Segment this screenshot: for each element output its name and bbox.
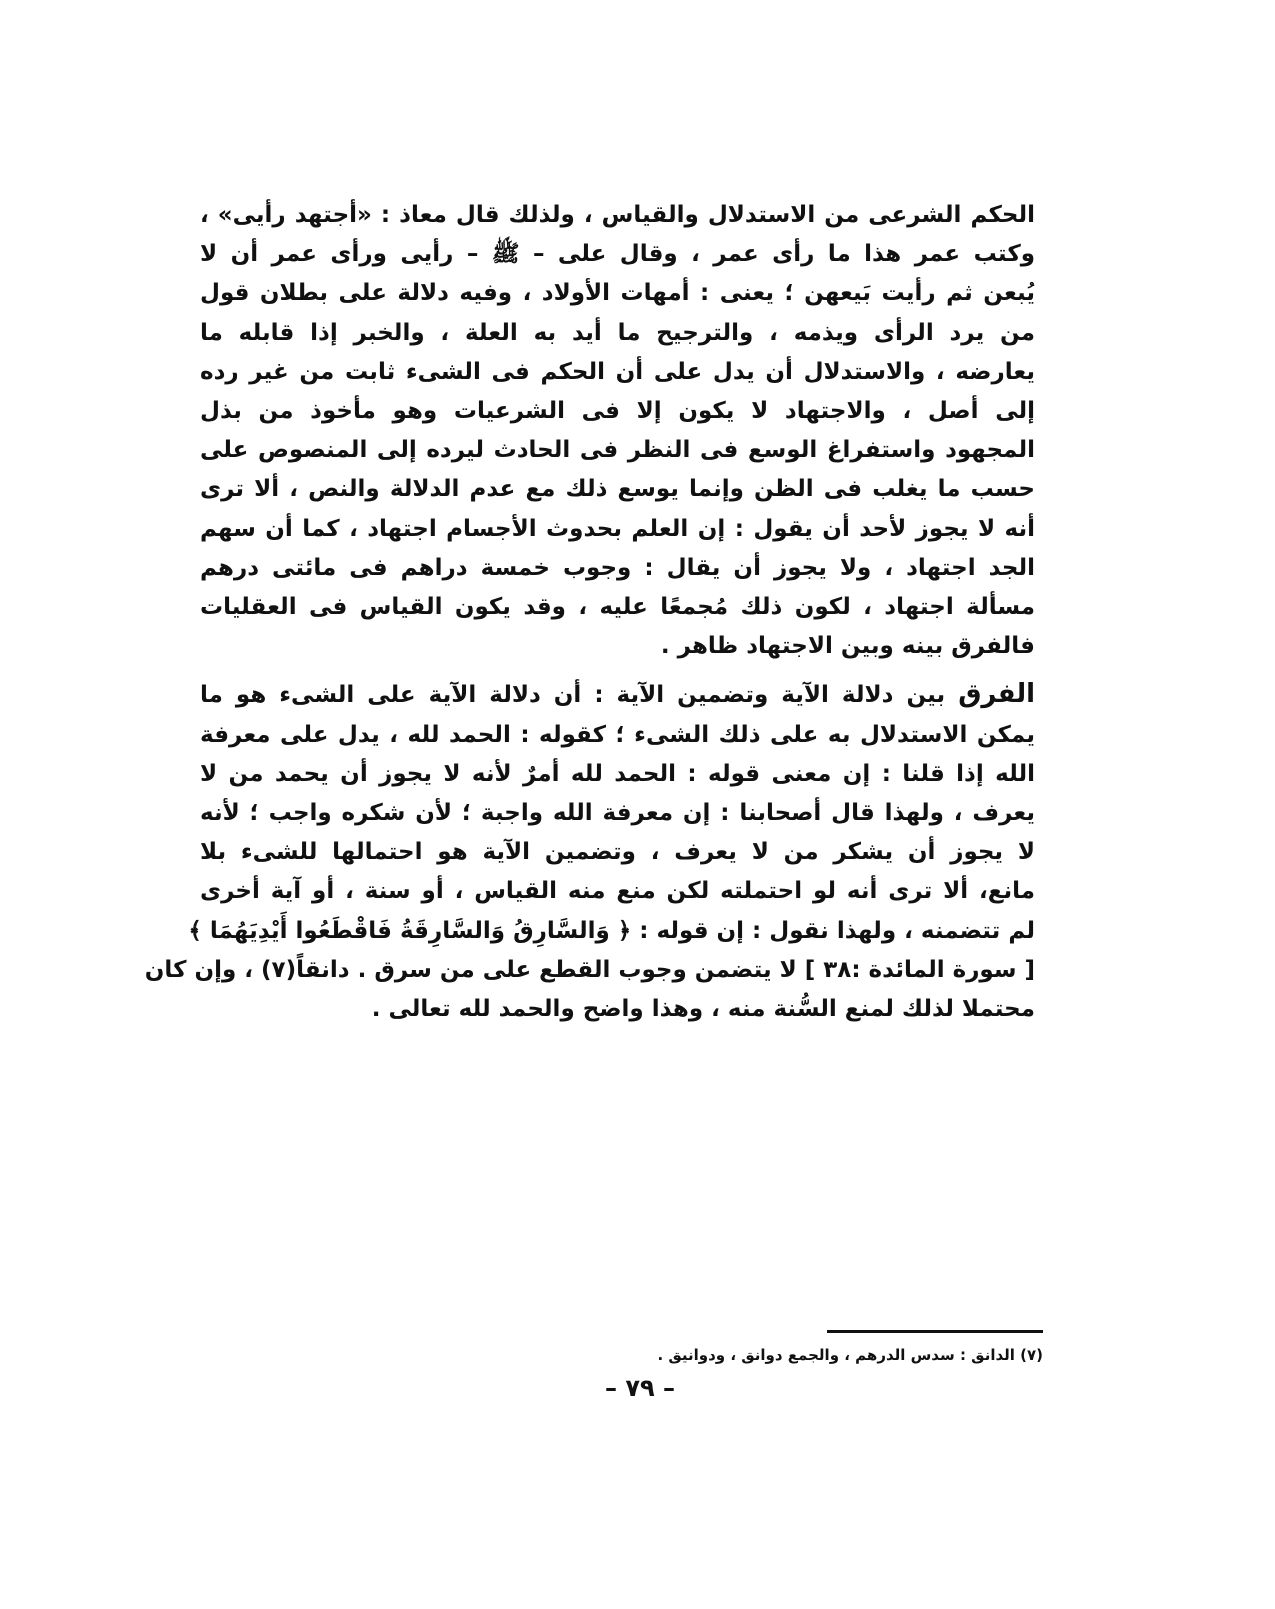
text-line: يمكن الاستدلال به على ذلك الشىء ؛ كقوله : الحمد لله ، يدل على معرفة	[200, 721, 1035, 748]
page-number: – ٧٩ –	[604, 1374, 675, 1402]
section-heading: الفرق	[958, 679, 1035, 710]
text-line: مسألة اجتهاد ، لكون ذلك مُجمعًا عليه ، وقد يكون القياس فى العقليات	[200, 594, 1035, 621]
text-line: إلى أصل ، والاجتهاد لا يكون إلا فى الشرعيات وهو مأخوذ من بذل	[200, 398, 1035, 425]
text-line: الحكم الشرعى من الاستدلال والقياس ، ولذلك قال معاذ : «أجتهد رأيى» ،	[200, 202, 1035, 228]
text-line: يُبعن ثم رأيت بَيعهن ؛ يعنى : أمهات الأولاد ، وفيه دلالة على بطلان قول	[200, 280, 1035, 307]
text-line: الجد اجتهاد ، ولا يجوز أن يقال : وجوب خمسة دراهم فى مائتى درهم	[200, 554, 1035, 581]
text-line: يعرف ، ولهذا قال أصحابنا : إن معرفة الله واجبة ؛ لأن شكره واجب ؛ لأنه	[200, 800, 1035, 827]
main-text	[144, 196, 1035, 1029]
text-line: من يرد الرأى ويذمه ، والترجيح ما أيد به العلة ، والخبر إذا قابله ما	[200, 319, 1035, 346]
text-line: الله إذا قلنا : إن معنى قوله : الحمد لله أمرٌ لأنه لا يجوز أن يحمد من لا	[200, 760, 1035, 787]
text-line: لا يجوز أن يشكر من لا يعرف ، وتضمين الآية هو احتمالها للشىء بلا	[200, 839, 1035, 866]
footnote-divider	[827, 1330, 1043, 1333]
text-line: أنه لا يجوز لأحد أن يقول : إن العلم بحدوث الأجسام اجتهاد ، كما أن سهم	[200, 515, 1035, 542]
text-line: فالفرق بينه وبين الاجتهاد ظاهر .	[660, 633, 1035, 660]
text-line: محتملا لذلك لمنع السُّنة منه ، وهذا واضح والحمد لله تعالى .	[371, 996, 1035, 1023]
text-line: مانع، ألا ترى أنه لو احتملته لكن منع منه القياس ، أو سنة ، أو آية أخرى	[200, 878, 1035, 905]
text-line: المجهود واستفراغ الوسع فى النظر فى الحادث ليرده إلى المنصوص على	[200, 437, 1035, 464]
paragraph-1	[200, 196, 1035, 666]
text-line: حسب ما يغلب فى الظن وإنما يوسع ذلك مع عدم الدلالة والنص ، ألا ترى	[200, 476, 1035, 503]
paragraph-2-first-line	[200, 675, 1035, 715]
paragraph-gap	[200, 666, 1035, 675]
text-run: بين دلالة الآية وتضمين الآية : أن دلالة الآية على الشىء هو ما	[200, 682, 959, 709]
paragraph-2	[144, 675, 1035, 1029]
text-line: [ سورة المائدة :٣٨ ] لا يتضمن وجوب القطع على من سرق . دانقاً(٧) ، وإن كان	[144, 956, 1035, 983]
text-line: وكتب عمر هذا ما رأى عمر ، وقال على – ﷺ – رأيى ورأى عمر أن لا	[200, 241, 1035, 268]
text-line: يعارضه ، والاستدلال أن يدل على أن الحكم فى الشىء ثابت من غير رده	[200, 358, 1035, 385]
footnote: (٧) الدانق : سدس الدرهم ، والجمع دوانق ، ودوانيق .	[657, 1346, 1043, 1364]
text-line: لم تتضمنه ، ولهذا نقول : إن قوله : ﴿ وَالسَّارِقُ وَالسَّارِقَةُ فَاقْطَعُوا أَيْدِيَهُمَا ﴾	[188, 917, 1035, 944]
